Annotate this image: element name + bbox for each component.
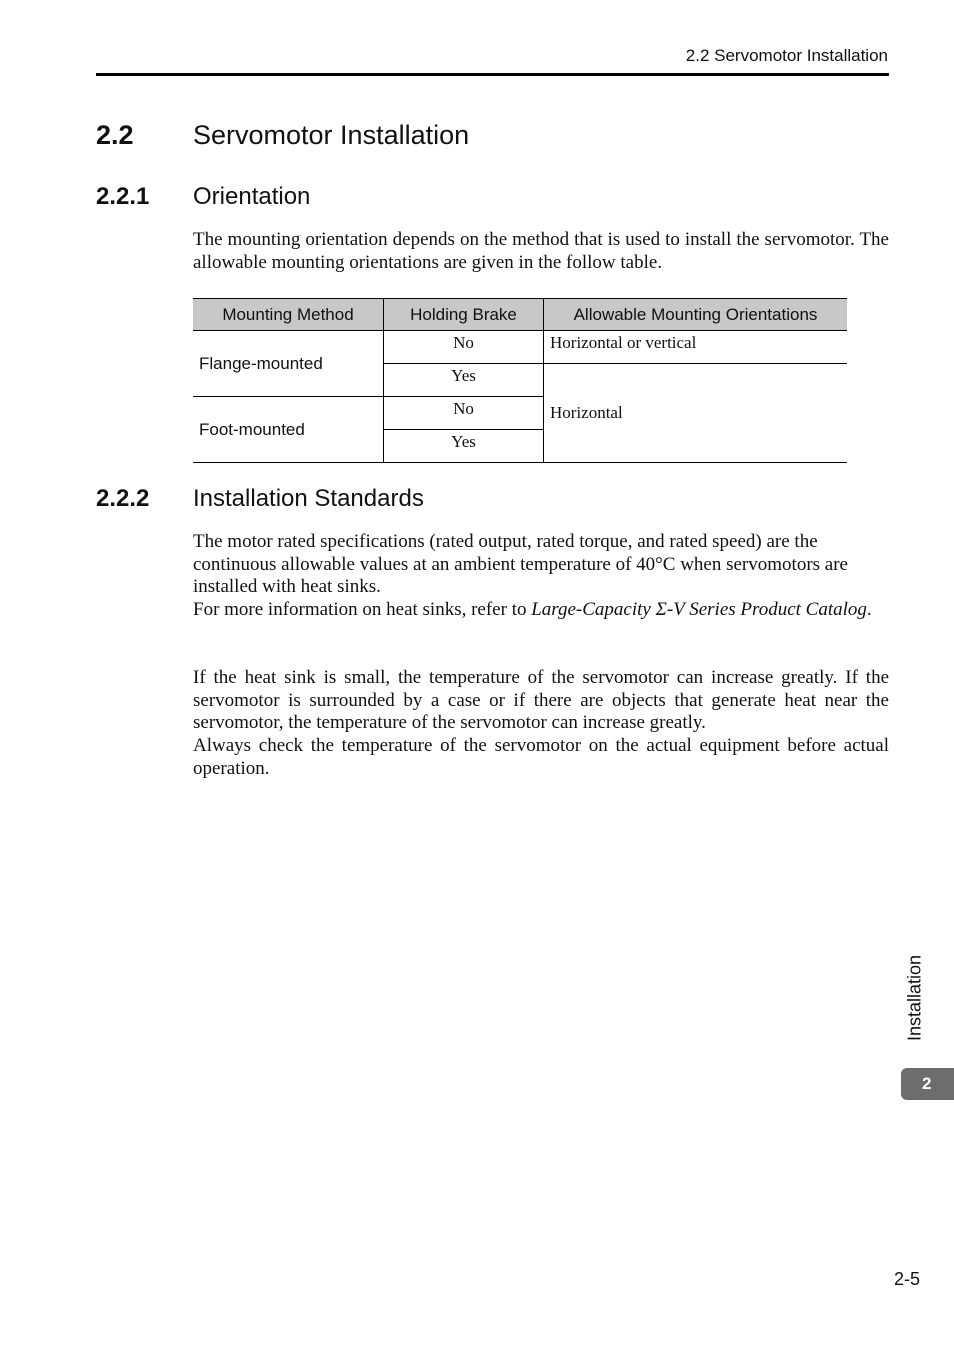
- column-header: Holding Brake: [384, 299, 544, 331]
- section-title: Servomotor Installation: [193, 120, 470, 150]
- column-header: Allowable Mounting Orientations: [544, 299, 848, 331]
- subsection-number: 2.2.1: [96, 183, 150, 210]
- table-row: [193, 331, 847, 364]
- standards-text: [193, 531, 889, 622]
- chapter-side-label: Installation: [904, 954, 925, 1042]
- chapter-tab: 2: [901, 1068, 954, 1100]
- catalog-title: Large-Capacity Σ-V Series Product Catalog: [531, 599, 867, 621]
- holding-brake-cell: No: [384, 331, 544, 364]
- holding-brake-cell: Yes: [384, 364, 544, 397]
- page-number: 2-5: [893, 1269, 920, 1289]
- subsection-number: 2.2.2: [96, 485, 150, 512]
- table-header-row: [193, 299, 847, 331]
- mounting-method-cell: Flange-mounted: [193, 331, 384, 397]
- heat-sink-paragraph: If the heat sink is small, the temperature of the servomotor can increase greatly. If the servomotor is surrounded by a case or if there are objects that generate heat near the servomotor, the temperature of the servomotor can increase greatly.: [193, 667, 889, 734]
- section-number: 2.2: [96, 120, 134, 150]
- column-header: Mounting Method: [193, 299, 384, 331]
- running-head: 2.2 Servomotor Installation: [685, 46, 888, 65]
- orientation-text: [193, 229, 889, 274]
- orientation-paragraph: The mounting orientation depends on the method that is used to install the servomotor. The allowable mounting orientations are given in the follow table.: [193, 229, 889, 273]
- subsection-title: Orientation: [193, 183, 311, 210]
- reference-prefix: For more information on heat sinks, refer to: [193, 599, 532, 621]
- temperature-warning-text: [193, 667, 889, 781]
- orientation-cell: Horizontal: [544, 364, 848, 463]
- mounting-orientation-table: [193, 298, 847, 463]
- subsection-title: Installation Standards: [193, 485, 424, 512]
- rated-spec-paragraph: The motor rated specifications (rated output, rated torque, and rated speed) are the continuous allowable values at an ambient temperature of 40°C when servomotors are installed with heat sinks.: [193, 531, 848, 598]
- holding-brake-cell: No: [384, 397, 544, 430]
- check-temperature-paragraph: Always check the temperature of the servomotor on the actual equipment before actual operation.: [193, 735, 889, 779]
- mounting-method-cell: Foot-mounted: [193, 397, 384, 463]
- holding-brake-cell: Yes: [384, 430, 544, 463]
- orientation-cell: Horizontal or vertical: [544, 331, 848, 364]
- reference-suffix: .: [866, 599, 872, 621]
- header-rule: [96, 73, 889, 76]
- heat-sink-reference-paragraph: [193, 599, 889, 622]
